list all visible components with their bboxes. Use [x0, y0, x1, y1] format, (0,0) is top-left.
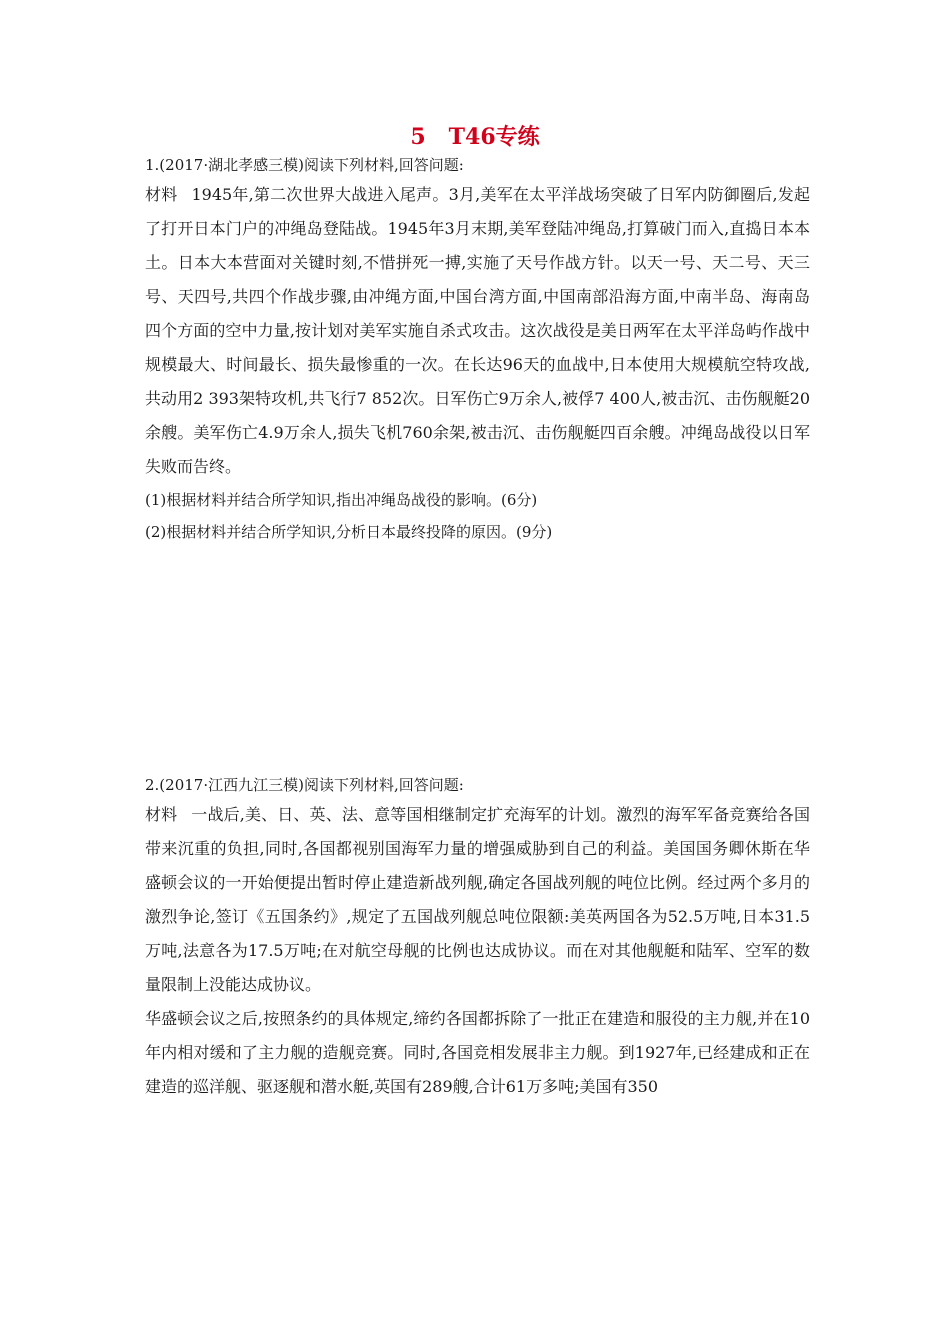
material-label: 材料 [145, 805, 178, 824]
question-1-heading: 1.(2017·湖北孝感三模)阅读下列材料,回答问题: [145, 156, 464, 174]
page-title: 5 T46专练 [410, 124, 540, 150]
question-1-material-text: 1945年,第二次世界大战进入尾声。3月,美军在太平洋战场突破了日军内防御圈后,发起了打开日本门户的冲绳岛登陆战。1945年3月末期,美军登陆冲绳岛,打算破门而入,直捣日本本土。日本大本营面对关键时刻,不惜拼死一搏,实施了天号作战方针。以天一号、天二号、天三号、天四号,共四个作战步骤,由冲绳方面,中国台湾方面,中国南部沿海方面,中南半岛、海南岛四个方面的空中力量,按计划对美军实施自杀式攻击。这次战役是美日两军在太平洋岛屿作战中规模最大、时间最长、损失最惨重的一次。在长达96天的血战中,日本使用大规模航空特攻战,共动用2 393架特攻机,共飞行7 852次。日军伤亡9万余人,被俘7 400人,被击沉、击伤舰艇20余艘。美军伤亡4.9万余人,损失飞机760余架,被击沉、击伤舰艇四百余艘。冲绳岛战役以日军失败而告终。 [145, 185, 810, 476]
question-1-sub-1: (1)根据材料并结合所学知识,指出冲绳岛战役的影响。(6分) [145, 491, 538, 509]
material-label: 材料 [145, 185, 178, 204]
question-1-material [145, 178, 810, 484]
question-1-sub-2: (2)根据材料并结合所学知识,分析日本最终投降的原因。(9分) [145, 523, 553, 541]
question-1 [145, 152, 810, 548]
question-2-material-text: 一战后,美、日、英、法、意等国相继制定扩充海军的计划。激烈的海军军备竞赛给各国带来沉重的负担,同时,各国都视别国海军力量的增强威胁到自己的利益。美国国务卿休斯在华盛顿会议的一开始便提出暂时停止建造新战列舰,确定各国战列舰的吨位比例。经过两个多月的激烈争论,签订《五国条约》,规定了五国战列舰总吨位限额:美英两国各为52.5万吨,日本31.5万吨,法意各为17.5万吨;在对航空母舰的比例也达成协议。而在对其他舰艇和陆军、空军的数量限制上没能达成协议。 [145, 805, 810, 994]
question-2-material-continued: 华盛顿会议之后,按照条约的具体规定,缔约各国都拆除了一批正在建造和服役的主力舰,并在10年内相对缓和了主力舰的造舰竞赛。同时,各国竞相发展非主力舰。到1927年,已经建成和正在建造的巡洋舰、驱逐舰和潜水艇,英国有289艘,合计61万多吨;美国有350 [145, 1009, 810, 1096]
question-2 [145, 772, 810, 1104]
question-2-heading: 2.(2017·江西九江三模)阅读下列材料,回答问题: [145, 776, 464, 794]
question-2-material [145, 798, 810, 1002]
